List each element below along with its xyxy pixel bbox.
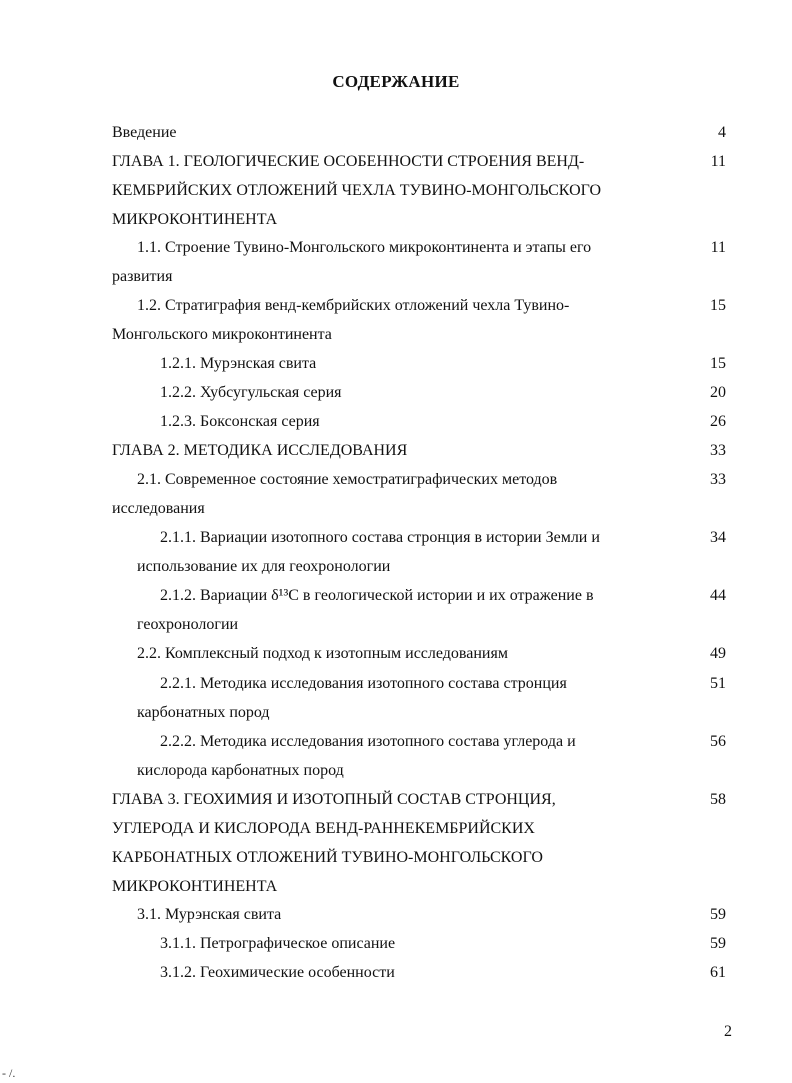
toc-entry-page: 15 xyxy=(710,355,726,372)
toc-entry-line: 3.1.1. Петрографическое описание xyxy=(160,935,396,952)
toc-entry-page: 4 xyxy=(718,124,726,141)
toc-entry-line: 2.1.2. Вариации δ¹³C в геологической истории и их отражение в xyxy=(160,587,594,604)
toc-entry-line: 2.1. Современное состояние хемостратиграфических методов xyxy=(137,471,558,488)
toc-entry-page: 51 xyxy=(710,675,726,692)
toc-entry-page: 34 xyxy=(710,529,726,546)
toc-entry-line: ГЛАВА 2. МЕТОДИКА ИССЛЕДОВАНИЯ xyxy=(112,442,408,459)
toc-entry-page: 61 xyxy=(710,964,726,981)
toc-entry-line: геохронологии xyxy=(137,616,239,633)
toc-entry-line: Введение xyxy=(112,124,177,141)
toc-entry-page: 44 xyxy=(710,587,726,604)
toc-entry-line: кислорода карбонатных пород xyxy=(137,762,344,779)
toc-entry-line: 1.2.2. Хубсугульская серия xyxy=(160,384,342,401)
toc-entry-page: 59 xyxy=(710,935,726,952)
toc-entry-line: 3.1. Мурэнская свита xyxy=(137,906,282,923)
toc-entry-line: исследования xyxy=(112,500,205,517)
toc-entry-line: ГЛАВА 1. ГЕОЛОГИЧЕСКИЕ ОСОБЕННОСТИ СТРОЕНИЯ ВЕНД- xyxy=(112,153,585,170)
toc-entry-line: 1.2. Стратиграфия венд-кембрийских отложений чехла Тувино- xyxy=(137,297,570,314)
toc-entry-page: 15 xyxy=(710,297,726,314)
toc-entry-page: 59 xyxy=(710,906,726,923)
toc-entry-line: 2.2.1. Методика исследования изотопного состава стронция xyxy=(160,675,567,692)
toc-entry-line: 1.2.1. Мурэнская свита xyxy=(160,355,317,372)
toc-entry-page: 33 xyxy=(710,471,726,488)
toc-entry-line: КАРБОНАТНЫХ ОТЛОЖЕНИЙ ТУВИНО-МОНГОЛЬСКОГО xyxy=(112,849,543,866)
toc-entry-page: 11 xyxy=(710,239,726,256)
toc-entry-page: 20 xyxy=(710,384,726,401)
toc-entry-line: развития xyxy=(112,268,173,285)
toc-entry-page: 26 xyxy=(710,413,726,430)
toc-entry-line: КЕМБРИЙСКИХ ОТЛОЖЕНИЙ ЧЕХЛА ТУВИНО-МОНГОЛЬСКОГО xyxy=(112,182,602,199)
toc-entry-page: 49 xyxy=(710,645,726,662)
toc-entry-line: УГЛЕРОДА И КИСЛОРОДА ВЕНД-РАННЕКЕМБРИЙСКИХ xyxy=(112,820,535,837)
toc-entry-page: 11 xyxy=(710,153,726,170)
toc-entry-line: 2.1.1. Вариации изотопного состава стронция в истории Земли и xyxy=(160,529,600,546)
page-title: СОДЕРЖАНИЕ xyxy=(332,72,460,91)
toc-entry-line: 1.1. Строение Тувино-Монгольского микроконтинента и этапы его xyxy=(137,239,592,256)
toc-entry-line: 2.2.2. Методика исследования изотопного состава углерода и xyxy=(160,733,576,750)
toc-entry-line: ГЛАВА 3. ГЕОХИМИЯ И ИЗОТОПНЫЙ СОСТАВ СТРОНЦИЯ, xyxy=(112,791,556,808)
page-number: 2 xyxy=(724,1023,732,1040)
toc-entry-page: 56 xyxy=(710,733,726,750)
scan-corner-mark: - /. xyxy=(2,1066,16,1080)
toc-entry-line: Монгольского микроконтинента xyxy=(112,326,332,343)
toc-entry-line: 3.1.2. Геохимические особенности xyxy=(160,964,395,981)
toc-entry-page: 58 xyxy=(710,791,726,808)
toc-entry-line: 2.2. Комплексный подход к изотопным исследованиям xyxy=(137,645,508,662)
toc-entry-line: МИКРОКОНТИНЕНТА xyxy=(112,211,278,228)
toc-entry-line: МИКРОКОНТИНЕНТА xyxy=(112,878,278,895)
toc-entry-page: 33 xyxy=(710,442,726,459)
toc-entry-line: 1.2.3. Боксонская серия xyxy=(160,413,320,430)
toc-entry-line: использование их для геохронологии xyxy=(137,558,391,575)
toc-entry-line: карбонатных пород xyxy=(137,704,270,721)
